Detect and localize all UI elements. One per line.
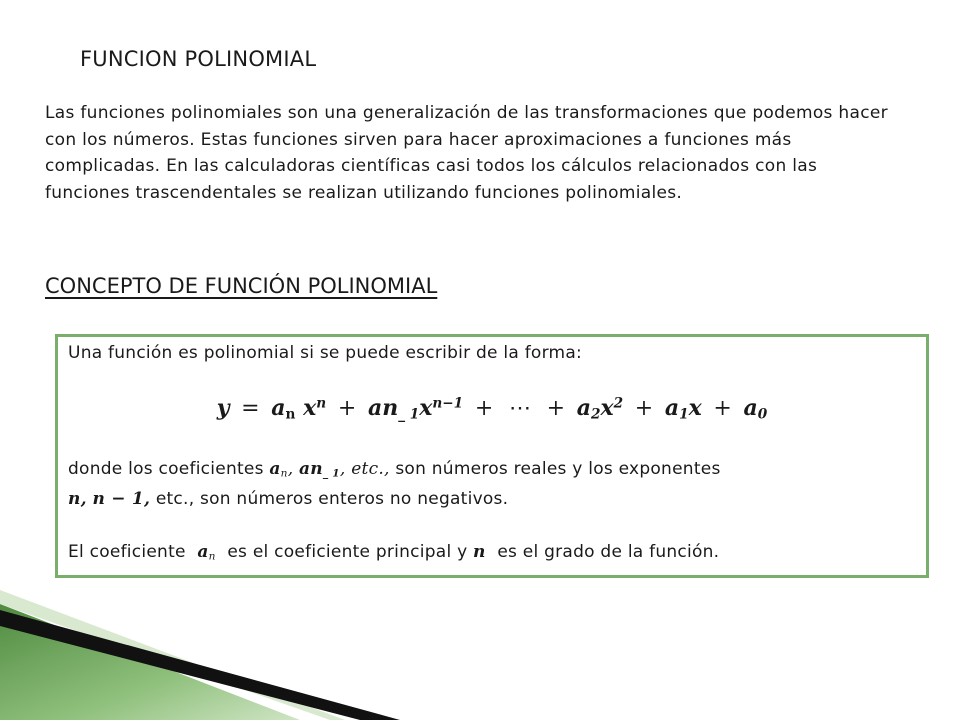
exponents-suffix: etc., son números enteros no negativos. xyxy=(155,489,509,509)
formula-an-term: an xyxy=(367,395,399,421)
formula-y: y xyxy=(216,395,230,421)
formula-a1-sub: 1 xyxy=(679,406,689,423)
concept-heading: CONCEPTO DE FUNCIÓN POLINOMIAL xyxy=(45,274,438,298)
formula-an-term-sub: _ 1 xyxy=(398,406,420,423)
formula-a2-sub: 2 xyxy=(591,406,601,423)
coef-separator: , xyxy=(287,459,294,479)
coef-an-sub: _ 1 xyxy=(322,467,340,480)
leading-mid: es el coeficiente principal y xyxy=(227,542,468,562)
formula-plus-3: + xyxy=(546,396,566,421)
decorative-corner-graphic xyxy=(0,580,420,720)
formula-equals: = xyxy=(241,396,260,421)
formula-x-term4: x xyxy=(688,395,702,421)
coef-an: an xyxy=(299,459,323,479)
coefficients-suffix: son números reales y los exponentes xyxy=(395,459,721,479)
formula-exp-n: n xyxy=(316,395,327,412)
formula-an: a xyxy=(271,395,286,421)
formula-dots: ⋯ xyxy=(508,396,531,421)
formula-plus-4: + xyxy=(634,396,654,421)
formula-an-sub: n xyxy=(285,406,296,423)
exponents-line xyxy=(68,489,508,509)
leading-a: a xyxy=(197,542,209,562)
leading-suffix: es el grado de la función. xyxy=(497,542,720,562)
coefficients-line xyxy=(68,459,721,480)
definition-intro: Una función es polinomial si se puede escribir de la forma: xyxy=(68,343,582,363)
exp-n: n xyxy=(68,489,81,509)
formula-plus-1: + xyxy=(337,396,357,421)
leading-a-sub: n xyxy=(208,550,216,563)
coef-etc: , etc., xyxy=(339,459,390,479)
formula-plus-2: + xyxy=(474,396,494,421)
polynomial-formula xyxy=(58,395,926,422)
leading-coefficient-line xyxy=(68,542,719,563)
formula-a1: a xyxy=(664,395,680,421)
page-title: FUNCION POLINOMIAL xyxy=(80,47,317,71)
coef-a: a xyxy=(269,459,281,479)
exp-comma: , xyxy=(80,489,87,509)
definition-box xyxy=(55,334,929,578)
formula-plus-5: + xyxy=(713,396,732,421)
coef-a-sub: n xyxy=(280,467,288,480)
intro-paragraph: Las funciones polinomiales son una generalización de las transformaciones que podemos hacer con los números. Estas funciones sirven para hacer aproximaciones a funciones más complicadas. En las calculadoras científicas casi todos los cálculos relacionados con las funciones trascendentales se realizan utilizando funciones polinomiales. xyxy=(45,103,888,203)
formula-a0-sub: 0 xyxy=(757,406,768,423)
coefficients-prefix: donde los coeficientes xyxy=(68,459,264,479)
formula-x-term3: x xyxy=(600,395,614,421)
leading-n: n xyxy=(473,542,486,562)
formula-exp-n-minus-1: n−1 xyxy=(432,395,464,412)
leading-prefix: El coeficiente xyxy=(68,542,186,562)
formula-x-term2: x xyxy=(419,395,433,421)
exp-n-minus-1: n − 1, xyxy=(92,489,151,509)
formula-a0: a xyxy=(743,395,758,421)
formula-x-term1: x xyxy=(303,395,317,421)
formula-exp-2: 2 xyxy=(613,395,624,412)
formula-a2: a xyxy=(576,395,591,421)
